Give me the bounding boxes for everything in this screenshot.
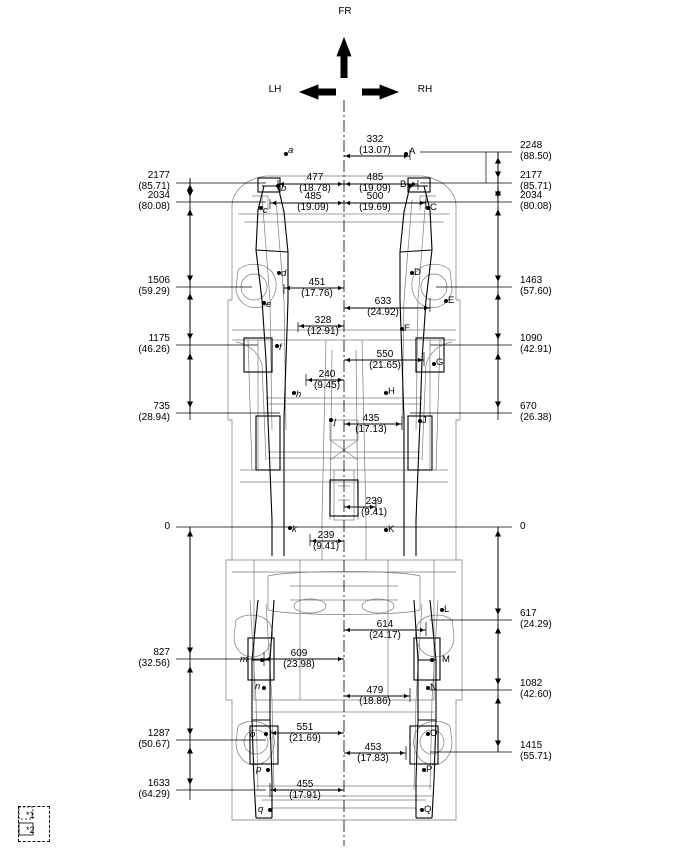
dim-center-17-mm: 453	[364, 742, 382, 753]
dim-right-0-mm: 2248	[520, 140, 543, 151]
point-marker-j	[329, 418, 333, 422]
point-label-K: K	[388, 524, 395, 535]
dim-left-2-inch: (59.29)	[138, 286, 170, 297]
point-label-f: f	[279, 342, 282, 353]
dim-right-1-mm: 2177	[520, 170, 543, 181]
dim-left-4-inch: (28.94)	[138, 412, 170, 423]
dim-right-4-mm: 1090	[520, 333, 543, 344]
point-marker-B	[408, 184, 412, 188]
dim-right-9-inch: (55.71)	[520, 751, 552, 762]
dim-right-6-mm: 0	[520, 521, 526, 532]
dim-center-11-inch: (9.41)	[360, 507, 388, 518]
dim-center-7-inch: (12.91)	[307, 326, 339, 337]
point-label-j: j	[334, 416, 337, 427]
point-marker-M	[430, 658, 434, 662]
dim-right-3-mm: 1463	[520, 275, 543, 286]
dim-left-0-inch: (85.71)	[138, 181, 170, 192]
point-label-C: C	[430, 202, 437, 213]
dim-center-15-inch: (18.86)	[359, 696, 391, 707]
dim-left-7-mm: 1287	[147, 728, 170, 739]
point-label-p: p	[256, 764, 262, 775]
point-label-b: b	[281, 183, 287, 194]
point-label-G: G	[436, 357, 444, 368]
footnote-1-label: *1	[26, 810, 35, 820]
dim-center-18-inch: (17.91)	[289, 790, 321, 801]
dim-center-16-inch: (21.69)	[289, 733, 321, 744]
dim-center-2-mm: 485	[366, 172, 384, 183]
orientation-left-label: LH	[268, 84, 282, 95]
dim-center-0-mm: 332	[366, 134, 384, 145]
point-label-D: D	[414, 267, 421, 278]
point-label-E: E	[448, 295, 455, 306]
dim-center-4-mm: 500	[366, 191, 384, 202]
point-marker-n	[262, 686, 266, 690]
dim-center-15-mm: 479	[366, 685, 384, 696]
point-label-F: F	[404, 323, 410, 334]
dim-center-16-mm: 551	[296, 722, 314, 733]
dim-right-5-inch: (26.38)	[520, 412, 552, 423]
dim-center-17-inch: (17.83)	[357, 753, 389, 764]
dim-center-10-mm: 435	[362, 413, 380, 424]
point-label-h: h	[296, 389, 302, 400]
dim-left-1-mm: 2034	[147, 190, 170, 201]
dim-left-2-mm: 1506	[147, 275, 170, 286]
point-label-B: B	[400, 179, 407, 190]
dim-center-14-inch: (23.98)	[283, 659, 315, 670]
dim-right-9-mm: 1415	[520, 740, 543, 751]
dim-left-4-mm: 735	[153, 401, 170, 412]
dim-center-3-inch: (19.09)	[297, 202, 329, 213]
point-marker-o	[264, 732, 268, 736]
point-label-d: d	[281, 268, 287, 279]
dim-center-2-inch: (19.09)	[359, 183, 391, 194]
dim-left-7-inch: (50.67)	[138, 739, 170, 750]
dim-right-7-inch: (24.29)	[520, 619, 552, 630]
dim-center-3-mm: 485	[304, 191, 322, 202]
dim-right-8-inch: (42.60)	[520, 689, 552, 700]
dim-center-7-mm: 328	[314, 315, 332, 326]
point-label-k: k	[292, 524, 297, 535]
dim-center-5-mm: 451	[308, 277, 326, 288]
dim-right-0-inch: (88.50)	[520, 151, 552, 162]
dim-center-5-inch: (17.76)	[301, 288, 333, 299]
point-label-Q: Q	[424, 804, 432, 815]
dim-left-8-inch: (64.29)	[138, 789, 170, 800]
point-label-H: H	[388, 386, 395, 397]
point-label-c: c	[263, 205, 268, 216]
dim-center-4-inch: (19.69)	[359, 202, 391, 213]
dim-center-6-inch: (24.92)	[367, 307, 399, 318]
dim-right-5-mm: 670	[520, 401, 537, 412]
dim-left-8-mm: 1633	[147, 778, 170, 789]
point-marker-b	[276, 184, 280, 188]
point-marker-A	[404, 152, 408, 156]
point-label-e: e	[266, 299, 272, 310]
dim-left-0-mm: 2177	[147, 170, 170, 181]
dim-center-18-mm: 455	[296, 779, 314, 790]
point-label-L: L	[444, 604, 450, 615]
footnote-legend-marks	[16, 804, 60, 844]
dim-left-6-inch: (32.56)	[138, 658, 170, 669]
point-label-J: J	[422, 415, 427, 426]
point-label-m: m	[240, 654, 248, 665]
dim-center-12-inch: (9.41)	[312, 541, 340, 552]
dim-center-9-inch: (9.45)	[313, 380, 341, 391]
dim-left-6-mm: 827	[153, 647, 170, 658]
dim-center-13-inch: (24.17)	[369, 630, 401, 641]
point-label-M: M	[442, 654, 450, 665]
point-label-A: A	[409, 146, 416, 157]
point-marker-q	[268, 808, 272, 812]
dim-center-8-mm: 550	[376, 349, 394, 360]
dim-center-12-mm: 239	[317, 530, 335, 541]
dim-right-2-inch: (80.08)	[520, 201, 552, 212]
point-marker-m	[260, 658, 264, 662]
point-label-O: O	[430, 728, 438, 739]
point-label-n: n	[255, 681, 261, 692]
dim-center-8-inch: (21.65)	[369, 360, 401, 371]
point-label-o: o	[250, 729, 256, 740]
dim-center-6-mm: 633	[374, 296, 392, 307]
dim-right-8-mm: 1082	[520, 678, 543, 689]
point-label-P: P	[426, 764, 433, 775]
dim-left-3-inch: (46.26)	[138, 344, 170, 355]
dim-center-1-mm: 477	[306, 172, 324, 183]
dim-left-1-inch: (80.08)	[138, 201, 170, 212]
dim-center-14-mm: 609	[290, 648, 308, 659]
orientation-right-label: RH	[417, 84, 433, 95]
dim-right-2-mm: 2034	[520, 190, 543, 201]
dim-center-0-inch: (13.07)	[359, 145, 391, 156]
point-label-N: N	[430, 682, 437, 693]
dim-left-3-mm: 1175	[148, 333, 170, 344]
orientation-front-label: FR	[338, 6, 352, 17]
dim-center-11-mm: 239	[365, 496, 383, 507]
dim-left-5-mm: 0	[164, 521, 170, 532]
dim-center-13-mm: 614	[376, 619, 394, 630]
point-label-a: a	[288, 145, 294, 156]
dim-right-4-inch: (42.91)	[520, 344, 552, 355]
dim-center-10-inch: (17.13)	[355, 424, 387, 435]
dim-right-7-mm: 617	[520, 608, 537, 619]
dim-center-1-inch: (18.78)	[299, 183, 331, 194]
footnote-2-label: *2	[26, 825, 35, 835]
dim-right-1-inch: (85.71)	[520, 181, 552, 192]
dim-center-9-mm: 240	[318, 369, 336, 380]
point-label-q: q	[258, 804, 264, 815]
point-marker-p	[266, 768, 270, 772]
dim-right-3-inch: (57.60)	[520, 286, 552, 297]
